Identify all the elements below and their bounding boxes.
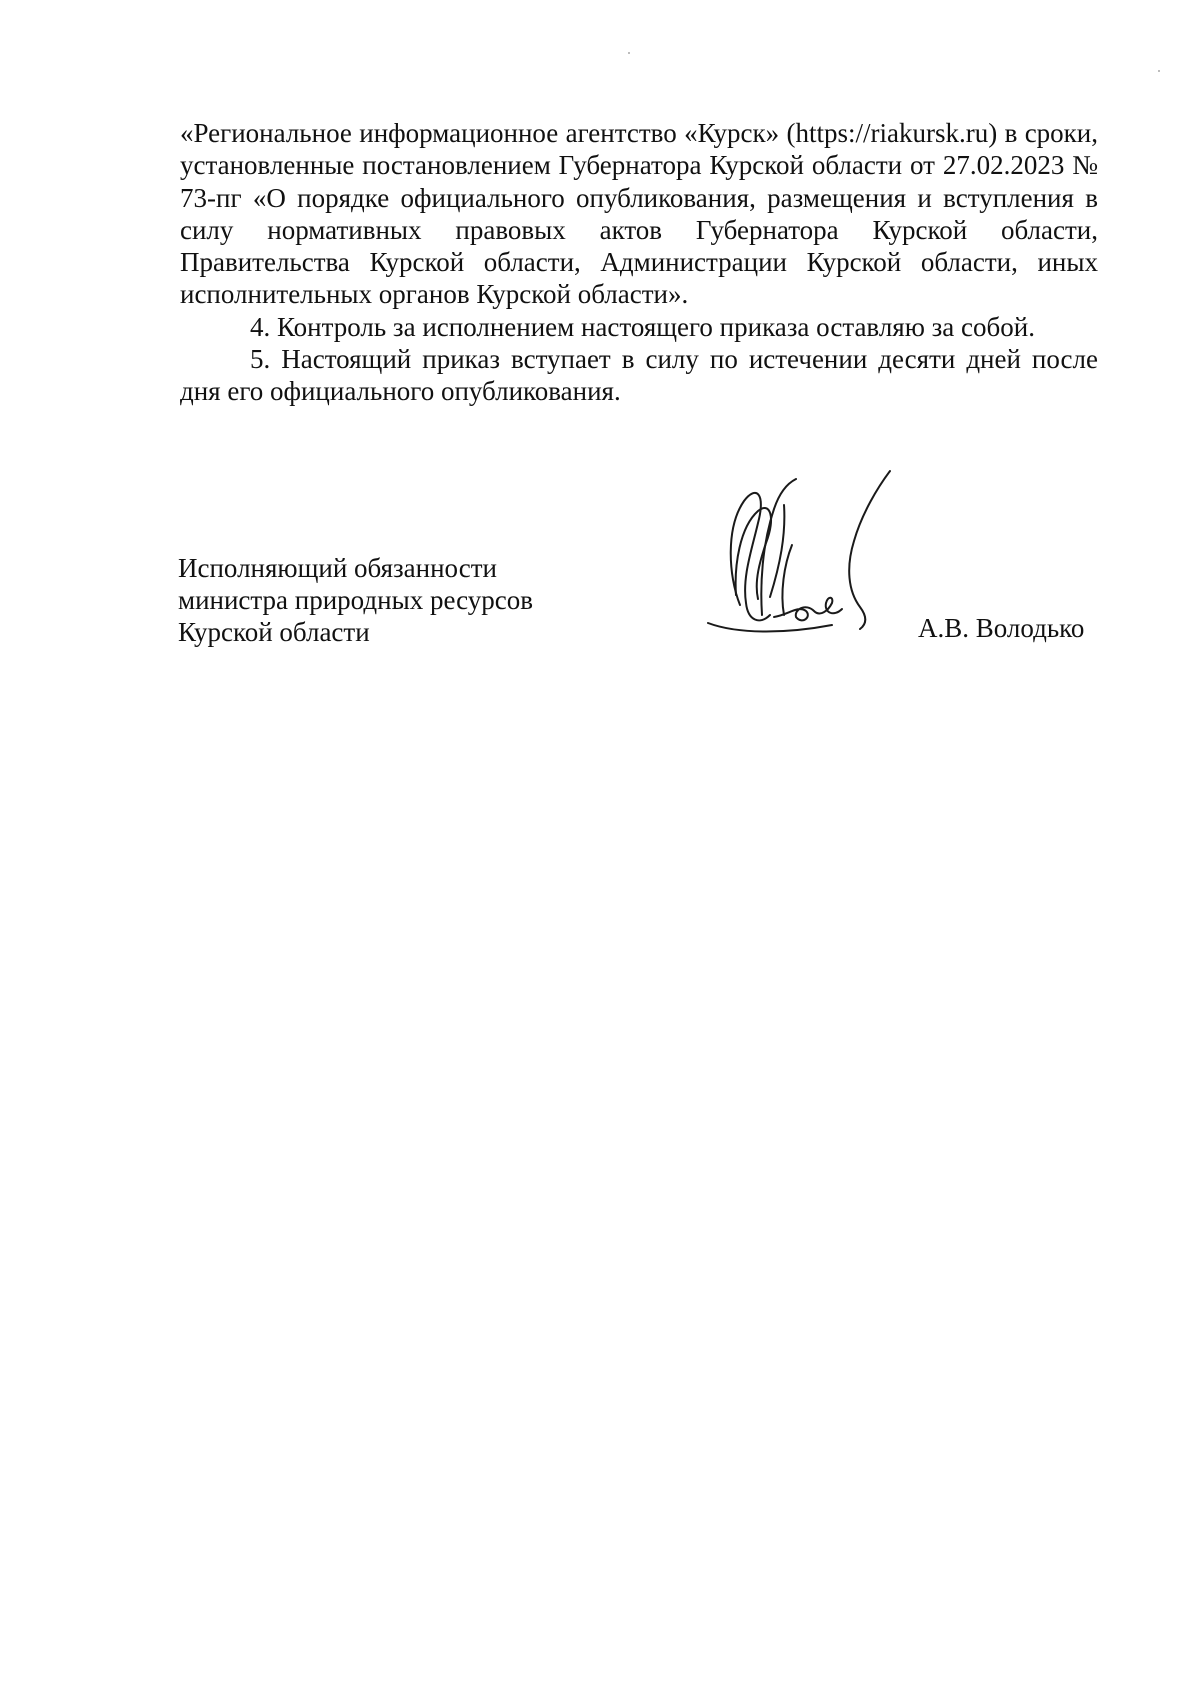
document-body: [180, 117, 1098, 408]
handwritten-signature: [700, 465, 910, 650]
scan-speck: [1158, 70, 1160, 72]
signer-position-line: министра природных ресурсов: [178, 585, 533, 615]
paragraph-publication-terms: «Региональное информационное агентство «Курск» (https://riakursk.ru) в сроки, установленные постановлением Губернатора Курской области от 27.02.2023 № 73-пг «О порядке официального опубликования, размещения и вступления в силу нормативных правовых актов Губернатора Курской области, Правительства Курской области, Администрации Курской области, иных исполнительных органов Курской области».: [180, 118, 1098, 310]
scan-speck: [628, 52, 630, 54]
signer-position-line: Курской области: [178, 617, 370, 647]
paragraph-item-4: 4. Контроль за исполнением настоящего приказа оставляю за собой.: [250, 311, 1035, 342]
signer-position: [178, 552, 533, 648]
paragraph-item-5: 5. Настоящий приказ вступает в силу по истечении десяти дней после дня его официального опубликования.: [180, 344, 1098, 407]
signer-position-line: Исполняющий обязанности: [178, 553, 497, 583]
signer-name: А.В. Володько: [918, 613, 1085, 643]
